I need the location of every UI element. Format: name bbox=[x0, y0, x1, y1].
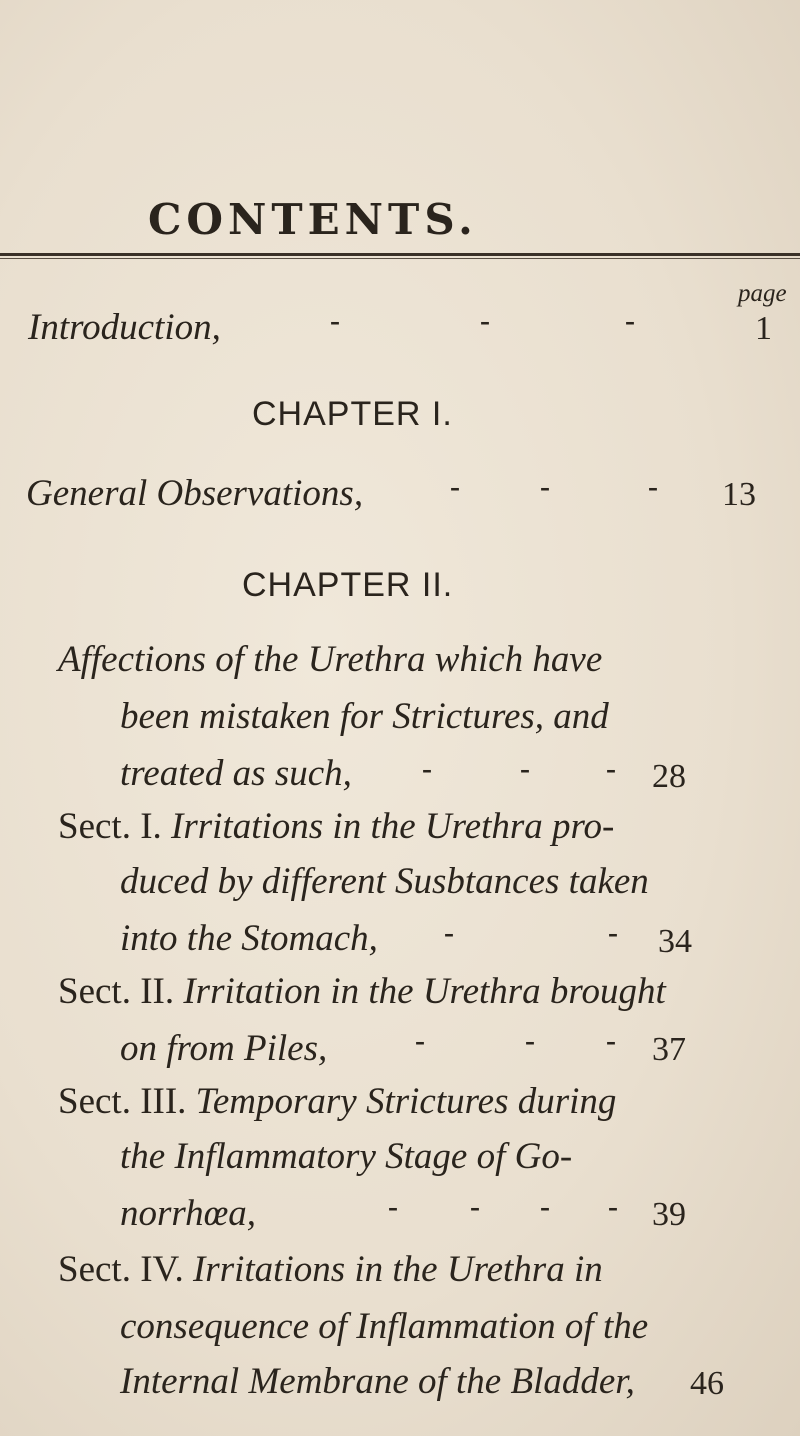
leader-dash: - bbox=[388, 1190, 398, 1223]
sect-2-line bbox=[58, 970, 666, 1013]
title-rule-thin bbox=[0, 258, 800, 259]
leader-dash: - bbox=[525, 1024, 535, 1057]
leader-dash: - bbox=[422, 752, 432, 785]
leader-dash: - bbox=[520, 752, 530, 785]
sect-1-text: Irritations in the Urethra pro- bbox=[171, 806, 615, 847]
sect-4-line bbox=[58, 1248, 603, 1291]
sect-3-line: norrhœa, bbox=[120, 1193, 257, 1234]
sect-1-line bbox=[58, 805, 614, 848]
page-number-sect-1: 34 bbox=[658, 923, 692, 960]
leader-dash: - bbox=[608, 1190, 618, 1223]
title-rule bbox=[0, 253, 800, 256]
page-number-sect-3: 39 bbox=[652, 1196, 686, 1233]
sect-1-line: duced by different Susbtances taken bbox=[120, 861, 649, 902]
sect-3-prefix: Sect. III. bbox=[58, 1081, 187, 1122]
leader-dash: - bbox=[606, 752, 616, 785]
sect-1-line: into the Stomach, bbox=[120, 918, 378, 959]
page-number-general-observations: 13 bbox=[722, 476, 756, 513]
page-number-sect-4: 46 bbox=[690, 1365, 724, 1402]
sect-1-prefix: Sect. I. bbox=[58, 806, 162, 847]
entry-affections-line: treated as such, bbox=[120, 753, 352, 794]
entry-affections-line: Affections of the Urethra which have bbox=[58, 639, 603, 680]
leader-dash: - bbox=[444, 916, 454, 949]
chapter-2-heading: CHAPTER II. bbox=[242, 566, 454, 604]
sect-4-line: consequence of Inflammation of the bbox=[120, 1306, 649, 1347]
sect-2-prefix: Sect. II. bbox=[58, 971, 175, 1012]
entry-general-observations: General Observations, bbox=[26, 473, 364, 514]
leader-dash: - bbox=[450, 470, 460, 503]
leader-dash: - bbox=[470, 1190, 480, 1223]
page-number-affections: 28 bbox=[652, 758, 686, 795]
entry-affections-line: been mistaken for Strictures, and bbox=[120, 696, 609, 737]
leader-dash: - bbox=[480, 304, 490, 337]
sect-2-line: on from Piles, bbox=[120, 1028, 328, 1069]
chapter-1-heading: CHAPTER I. bbox=[252, 395, 453, 433]
sect-4-line: Internal Membrane of the Bladder, bbox=[120, 1361, 635, 1402]
leader-dash: - bbox=[608, 916, 618, 949]
leader-dash: - bbox=[606, 1024, 616, 1057]
sect-4-prefix: Sect. IV. bbox=[58, 1249, 184, 1290]
leader-dash: - bbox=[330, 304, 340, 337]
leader-dash: - bbox=[540, 1190, 550, 1223]
contents-title: CONTENTS. bbox=[148, 195, 478, 244]
leader-dash: - bbox=[540, 470, 550, 503]
leader-dash: - bbox=[648, 470, 658, 503]
page-number-sect-2: 37 bbox=[652, 1031, 686, 1068]
sect-2-text: Irritation in the Urethra brought bbox=[183, 971, 666, 1012]
sect-4-text: Irritations in the Urethra in bbox=[192, 1249, 603, 1290]
sect-3-line: the Inflammatory Stage of Go- bbox=[120, 1136, 573, 1177]
sect-3-text: Temporary Strictures during bbox=[195, 1081, 617, 1122]
leader-dash: - bbox=[625, 304, 635, 337]
page-number-introduction: 1 bbox=[755, 310, 772, 347]
sect-3-line bbox=[58, 1080, 616, 1123]
entry-introduction: Introduction, bbox=[28, 307, 221, 348]
page-column-header: page bbox=[738, 280, 787, 307]
leader-dash: - bbox=[415, 1024, 425, 1057]
